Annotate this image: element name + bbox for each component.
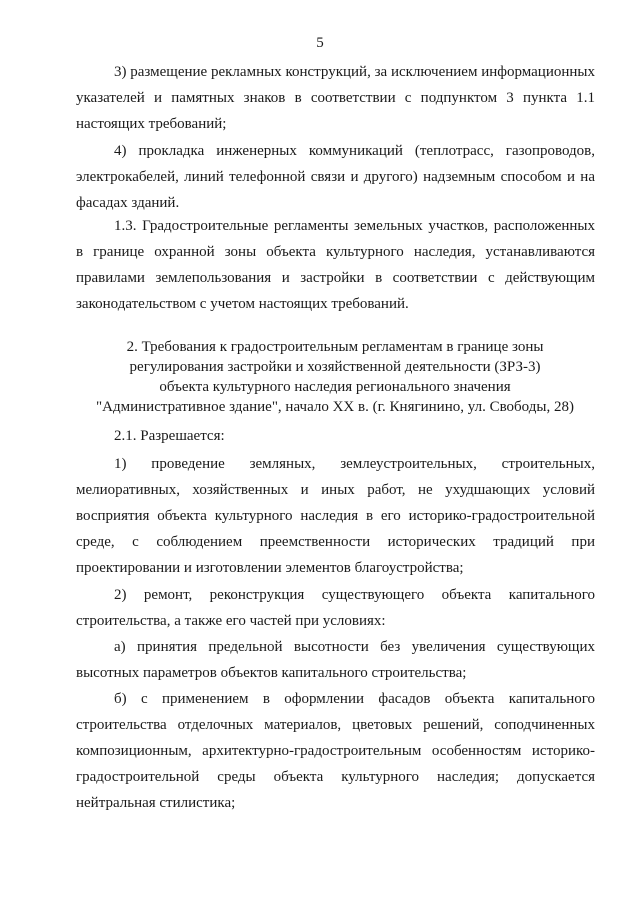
paragraph-item-b: б) с применением в оформлении фасадов объекта капитального строительства отделочных материалов, цветовых решений, соподчиненных композиционным, архитектурно-градостроительным особенностям историко-градостроительной среды объекта культурного наследия; допускается нейтральная стилистика;	[76, 691, 595, 811]
paragraph-item-3: 3) размещение рекламных конструкций, за исключением информационных указателей и памятных знаков в соответствии с подпунктом 3 пункта 1.1 настоящих требований;	[76, 64, 595, 132]
section-heading	[80, 337, 590, 417]
paragraph-1-3: 1.3. Градостроительные регламенты земельных участков, расположенных в границе охранной зоны объекта культурного наследия, устанавливаются правилами землепользования и застройки в соответствии с действующим законодательством с учетом настоящих требований.	[76, 218, 595, 312]
section-heading-line-3: объекта культурного наследия регионального значения	[159, 379, 511, 395]
paragraph-item-1: 1) проведение земляных, землеустроительных, строительных, мелиоративных, хозяйственных и иных работ, не ухудшающих условий восприятия объекта культурного наследия в его историко-градостроительной среде, с соблюдением преемственности исторических традиций при проектировании и изготовлении элементов благоустройства;	[76, 456, 595, 576]
paragraph-item-4: 4) прокладка инженерных коммуникаций (теплотрасс, газопроводов, электрокабелей, линий телефонной связи и другого) надземным способом и на фасадах зданий.	[76, 143, 595, 211]
section-heading-line-2: регулирования застройки и хозяйственной деятельности (ЗРЗ-3)	[129, 359, 541, 375]
section-heading-line-1: 2. Требования к градостроительным регламентам в границе зоны	[126, 339, 544, 355]
paragraph-item-2: 2) ремонт, реконструкция существующего объекта капитального строительства, а также его частей при условиях:	[76, 587, 595, 629]
paragraph-2-1: 2.1. Разрешается:	[114, 428, 225, 444]
page-number: 5	[316, 35, 324, 51]
paragraph-item-a: а) принятия предельной высотности без увеличения существующих высотных параметров объектов капитального строительства;	[76, 639, 595, 681]
section-heading-line-4: "Административное здание", начало XX в. (г. Княгинино, ул. Свободы, 28)	[96, 399, 574, 415]
